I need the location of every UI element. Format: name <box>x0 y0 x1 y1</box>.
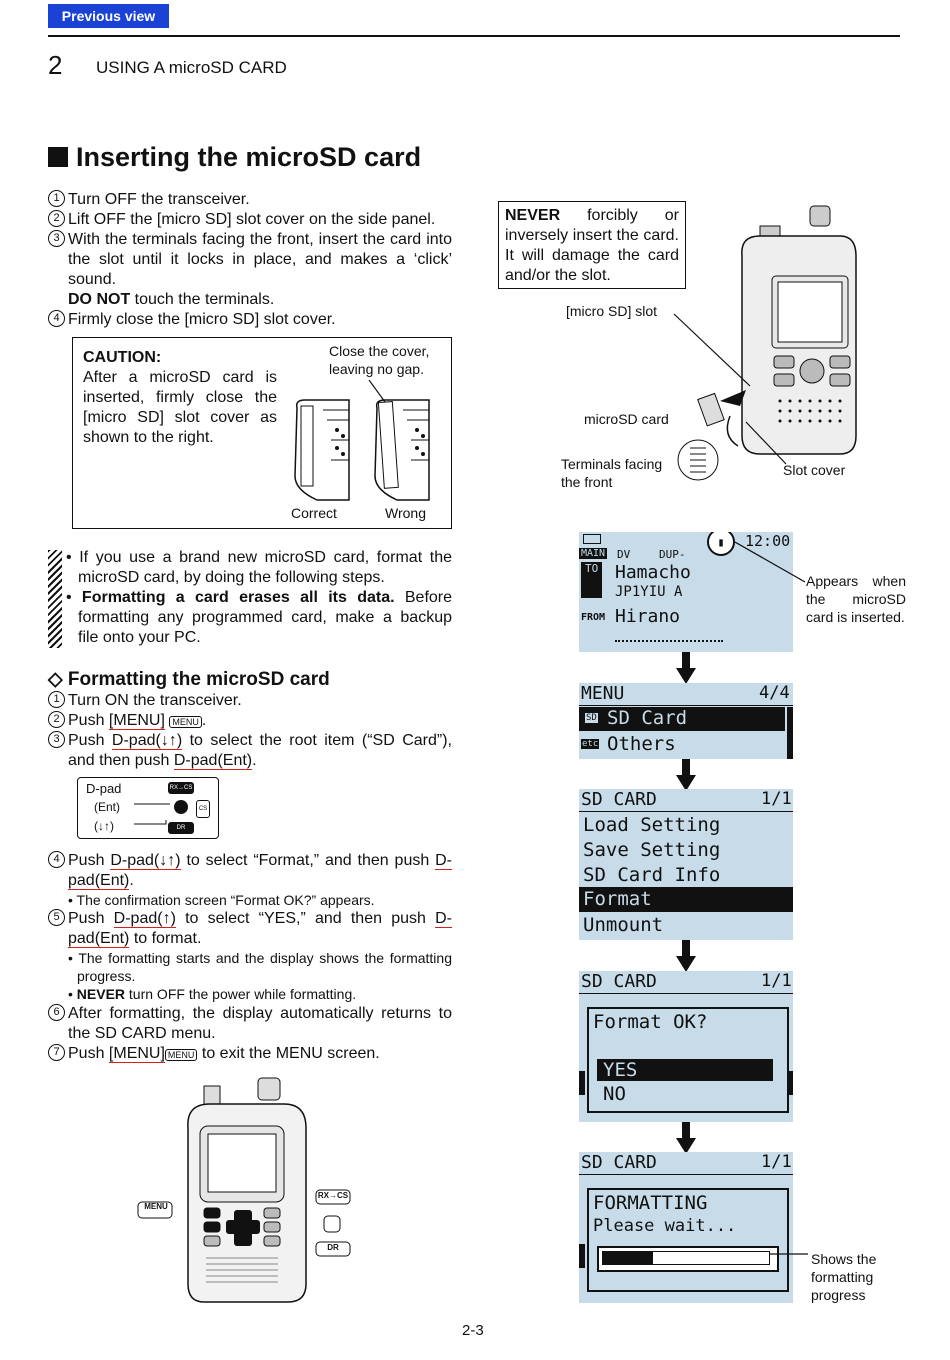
dpad-updown-key[interactable]: D-pad(↓↑) <box>111 732 183 749</box>
header-divider <box>48 35 900 37</box>
arrow-down-icon <box>676 759 696 791</box>
lcd-main-screen: ▮ 12:00 MAIN DV DUP- TO Hamacho JP1YIU A FROM Hirano <box>579 532 793 652</box>
page-number: 2-3 <box>462 1322 484 1339</box>
format-step-3: 3 Push D-pad(↓↑) to select the root item (“SD Card”), and then push D-pad(Ent). <box>48 731 452 771</box>
section-title: Inserting the microSD card <box>48 142 421 173</box>
format-step-7: 7 Push [MENU] MENU to exit the MENU screen. <box>48 1044 452 1065</box>
sd-item-load[interactable]: Load Setting <box>583 814 721 836</box>
card-label: microSD card <box>584 411 669 427</box>
menu-key[interactable]: [MENU] <box>108 712 165 729</box>
sd-item-info[interactable]: SD Card Info <box>583 864 721 886</box>
format-step-4-note: • The confirmation screen “Format OK?” appears. <box>68 892 375 908</box>
caution-title: CAUTION: <box>83 349 162 366</box>
step-4: 4 Firmly close the [micro SD] slot cover. <box>48 310 452 330</box>
dpad-ent-key-2[interactable]: D-pad(Ent) <box>68 852 452 889</box>
format-step-5-note-2: • NEVER turn OFF the power while formatting. <box>68 986 357 1002</box>
radio-front-illustration <box>130 1074 360 1306</box>
sd-item-save[interactable]: Save Setting <box>583 839 721 861</box>
menu-key-icon: MENU <box>169 716 202 728</box>
menu-item-others[interactable]: etc Others <box>582 733 676 755</box>
note-1: • If you use a brand new microSD card, format the microSD card, by doing the following steps. <box>66 549 453 586</box>
cover-illustration <box>287 380 447 504</box>
do-not-note: DO NOT touch the terminals. <box>68 291 275 308</box>
notes <box>66 548 452 648</box>
arrow-down-icon <box>676 1122 696 1154</box>
never-warning-box: NEVER forcibly or inversely insert the card. It will damage the card and/or the slot. <box>498 201 686 289</box>
format-step-1: 1 Turn ON the transceiver. <box>48 691 452 711</box>
yes-option[interactable]: YES <box>597 1059 773 1081</box>
progress-note: Shows the formatting progress <box>811 1251 877 1303</box>
rxcs-key-label: RX→CS <box>317 1191 349 1200</box>
formatting-dialog: FORMATTING Please wait... <box>587 1188 789 1292</box>
menu-key-icon-2: MENU <box>165 1049 198 1061</box>
step-2: 2 Lift OFF the [micro SD] slot cover on the side panel. <box>48 210 452 230</box>
correct-label: Correct <box>291 505 337 521</box>
caution-box <box>72 337 452 529</box>
square-icon <box>48 147 68 167</box>
slot-label: [micro SD] slot <box>566 303 658 319</box>
step-3: 3 With the terminals facing the front, insert the card into the slot until it locks in place, and makes a ‘click’ sound. DO NOT touch the terminals. <box>48 230 452 310</box>
previous-view-button[interactable]: Previous view <box>48 4 169 28</box>
dpad-up-key[interactable]: D-pad(↑) <box>113 910 176 927</box>
wrong-label: Wrong <box>385 505 426 521</box>
sd-item-format[interactable]: Format <box>579 887 793 912</box>
battery-icon <box>583 534 601 544</box>
sd-card-icon: ▮ <box>707 532 735 556</box>
dpad-diagram: D-pad (Ent) (↓↑) RX→CS DR CS <box>77 777 219 839</box>
chapter-title: USING A microSD CARD <box>96 58 287 77</box>
arrow-down-icon <box>676 652 696 684</box>
dpad-updown-key-2[interactable]: D-pad(↓↑) <box>110 852 181 869</box>
menu-key-2[interactable]: [MENU] <box>108 1045 165 1062</box>
terminals-label: Terminals facing the front <box>561 456 663 490</box>
sd-item-unmount[interactable]: Unmount <box>583 914 664 936</box>
no-option[interactable]: NO <box>603 1083 626 1105</box>
lcd-format-confirm-screen: SD CARD 1/1 Format OK? YES NO <box>579 971 793 1122</box>
cover-label: Slot cover <box>783 462 846 478</box>
format-progress-fill <box>603 1252 653 1264</box>
menu-key-label: MENU <box>144 1202 168 1211</box>
menu-item-sd-card[interactable]: SD SD Card <box>579 707 785 731</box>
format-progress-bar <box>597 1246 779 1272</box>
radio-side-illustration <box>660 196 870 496</box>
step-1: 1 Turn OFF the transceiver. <box>48 190 452 210</box>
format-step-2: 2 Push [MENU] MENU . <box>48 711 452 732</box>
dpad-ent-key[interactable]: D-pad(Ent) <box>173 752 253 769</box>
format-step-4: 4 Push D-pad(↓↑) to select “Format,” and then push D-pad(Ent). <box>48 851 452 891</box>
dr-key-label: DR <box>327 1243 339 1252</box>
caution-text: After a microSD card is inserted, firmly close the [micro SD] slot cover as shown to the right. <box>83 369 277 446</box>
note-marker <box>48 550 62 648</box>
lcd-menu-screen: MENU 4/4 SD SD Card etc Others <box>579 683 793 759</box>
format-step-5: 5 Push D-pad(↑) to select “YES,” and then push D-pad(Ent) to format. <box>48 909 452 949</box>
arrow-down-icon <box>676 940 696 972</box>
dpad-ent-key-3[interactable]: D-pad(Ent) <box>68 910 452 947</box>
format-step-6: 6 After formatting, the display automatically returns to the SD CARD menu. <box>48 1004 452 1044</box>
lcd-sd-card-screen: SD CARD 1/1 Load Setting Save Setting SD Card Info Format Unmount <box>579 789 793 940</box>
lcd-formatting-screen: SD CARD 1/1 FORMATTING Please wait... <box>579 1152 793 1303</box>
formatting-title: ◇ Formatting the microSD card <box>48 669 330 690</box>
close-cover-note: Close the cover, leaving no gap. <box>329 343 430 377</box>
chapter-number: 2 <box>48 50 63 80</box>
appears-note: Appears when the microSD card is inserted. <box>806 573 906 625</box>
note-2: • Formatting a card erases all its data. Before formatting any programmed card, make a backup file onto your PC. <box>66 589 453 646</box>
format-ok-dialog: Format OK? YES NO <box>587 1007 789 1113</box>
dpad-center-icon <box>174 800 188 814</box>
format-step-5-note-1: • The formatting starts and the display shows the formatting progress. <box>68 950 452 984</box>
